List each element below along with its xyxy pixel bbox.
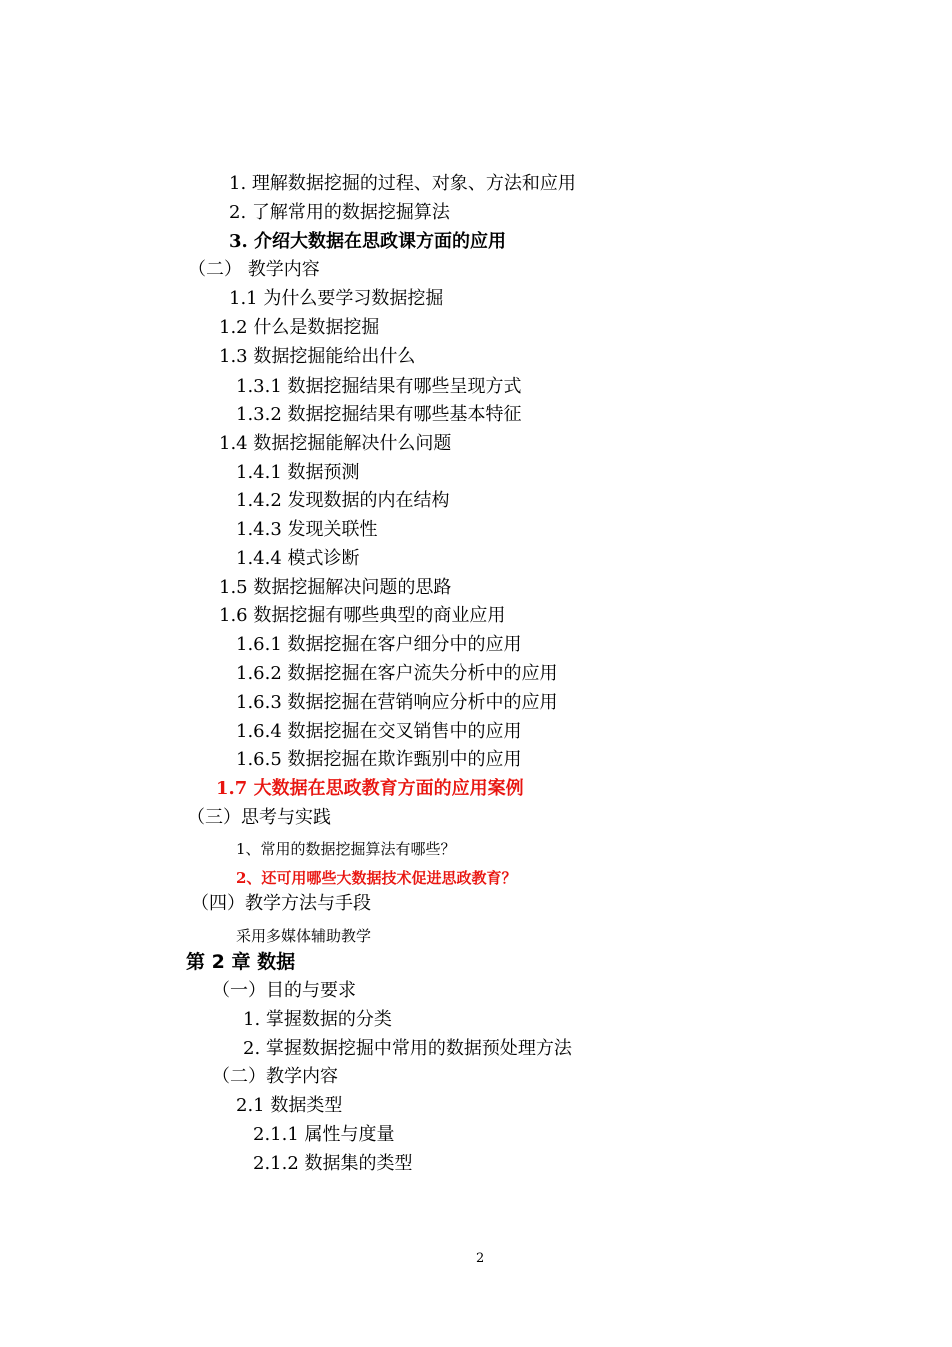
content-item: 1.2 什么是数据挖掘	[219, 317, 380, 338]
content-subitem: 1.6.4 数据挖掘在交叉销售中的应用	[236, 721, 522, 742]
objective-item: 2. 了解常用的数据挖掘算法	[229, 202, 450, 223]
content-subitem: 1.6.5 数据挖掘在欺诈甄别中的应用	[236, 749, 522, 770]
content-subitem: 1.6.3 数据挖掘在营销响应分析中的应用	[236, 692, 558, 713]
content-subitem: 1.4.3 发现关联性	[236, 519, 378, 540]
section-heading: （二）教学内容	[212, 1066, 338, 1087]
content-subitem: 1.6.1 数据挖掘在客户细分中的应用	[236, 634, 522, 655]
content-item: 1.1 为什么要学习数据挖掘	[229, 288, 444, 309]
method-text: 采用多媒体辅助教学	[236, 927, 372, 945]
content-item: 1.3 数据挖掘能给出什么	[219, 346, 416, 367]
highlighted-content-item: 1.7 大数据在思政教育方面的应用案例	[216, 778, 524, 799]
section-heading: （一）目的与要求	[212, 980, 356, 1001]
section-heading: （四）教学方法与手段	[191, 893, 371, 914]
content-subitem: 2.1.2 数据集的类型	[253, 1153, 413, 1174]
chapter-heading: 第 2 章 数据	[186, 951, 296, 973]
content-subitem: 1.4.1 数据预测	[236, 462, 360, 483]
objective-item: 2. 掌握数据挖掘中常用的数据预处理方法	[243, 1038, 572, 1059]
content-item: 1.5 数据挖掘解决问题的思路	[219, 577, 452, 598]
page-number: 2	[476, 1251, 485, 1266]
objective-item: 1. 掌握数据的分类	[243, 1009, 392, 1030]
content-subitem: 1.6.2 数据挖掘在客户流失分析中的应用	[236, 663, 558, 684]
content-item: 2.1 数据类型	[236, 1095, 343, 1116]
objective-item: 1. 理解数据挖掘的过程、对象、方法和应用	[229, 173, 576, 194]
question-item: 1、常用的数据挖掘算法有哪些？	[236, 840, 456, 858]
content-item: 1.4 数据挖掘能解决什么问题	[219, 433, 452, 454]
objective-item: 3. 介绍大数据在思政课方面的应用	[229, 231, 507, 252]
section-heading: （三）思考与实践	[187, 807, 331, 828]
content-subitem: 1.3.2 数据挖掘结果有哪些基本特征	[236, 404, 522, 425]
content-subitem: 1.4.2 发现数据的内在结构	[236, 490, 450, 511]
content-subitem: 1.4.4 模式诊断	[236, 548, 360, 569]
section-heading: （二） 教学内容	[188, 259, 320, 280]
highlighted-question-item: 2、还可用哪些大数据技术促进思政教育？	[236, 869, 517, 887]
content-subitem: 2.1.1 属性与度量	[253, 1124, 395, 1145]
content-subitem: 1.3.1 数据挖掘结果有哪些呈现方式	[236, 376, 522, 397]
content-item: 1.6 数据挖掘有哪些典型的商业应用	[219, 605, 506, 626]
